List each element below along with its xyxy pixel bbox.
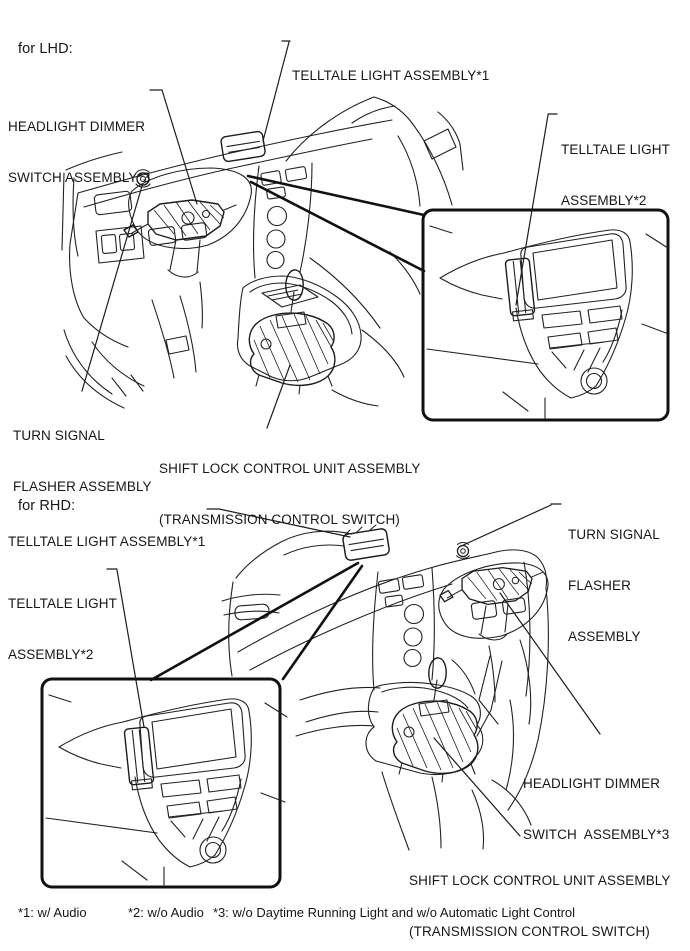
callout-shift-lock-lhd: SHIFT LOCK CONTROL UNIT ASSEMBLY (TRANSMISSION CONTROL SWITCH) [159, 461, 421, 527]
lhd-heading-text: for LHD: [18, 41, 73, 57]
shift-lock-unit-drawing-lhd [249, 270, 335, 394]
callout-shift-lock-rhd: SHIFT LOCK CONTROL UNIT ASSEMBLY (TRANSMISSION CONTROL SWITCH) [409, 873, 671, 939]
callout-telltale2-lhd: TELLTALE LIGHT ASSEMBLY*2 [561, 142, 670, 208]
callout-telltale1-rhd: TELLTALE LIGHT ASSEMBLY*1 [8, 534, 206, 549]
callout-telltale1-lhd: TELLTALE LIGHT ASSEMBLY*1 [292, 68, 490, 83]
callout-telltale2-rhd: TELLTALE LIGHT ASSEMBLY*2 [8, 596, 117, 662]
callout-turn-signal-flasher-lhd: TURN SIGNAL FLASHER ASSEMBLY [13, 428, 152, 494]
lhd-heading [18, 7, 73, 92]
footnote-3: *3: w/o Daytime Running Light and w/o Automatic Light Control [213, 905, 576, 920]
callout-headlight-dimmer-rhd: HEADLIGHT DIMMER SWITCH ASSEMBLY*3 [523, 776, 670, 842]
rhd-inset-box [42, 679, 280, 887]
footnote-1: *1: w/ Audio [18, 905, 87, 920]
shift-lock-unit-drawing-rhd [392, 658, 478, 782]
callout-headlight-dimmer-lhd: HEADLIGHT DIMMER SWITCH ASSEMBLY*3 [8, 119, 151, 185]
callout-turn-signal-flasher-rhd: TURN SIGNAL FLASHER ASSEMBLY [568, 527, 660, 644]
footnote-2: *2: w/o Audio [128, 905, 204, 920]
rhd-heading-text: for RHD: [18, 498, 76, 514]
